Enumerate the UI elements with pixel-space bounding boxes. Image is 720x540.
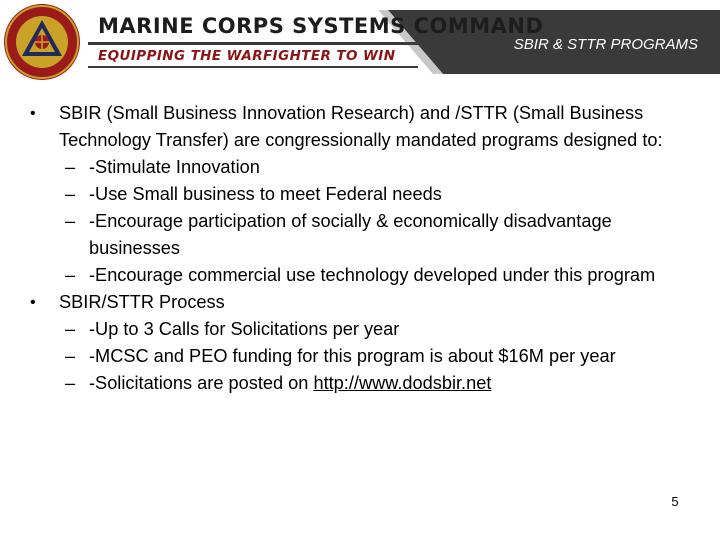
slide-header bbox=[0, 0, 720, 90]
bullet-text: SBIR (Small Business Innovation Research) and /STTR (Small Business Technology Transfer) are congressionally mandated programs designed to: bbox=[59, 103, 663, 150]
sub-bullet-text: -Solicitations are posted on bbox=[89, 373, 314, 393]
sub-bullet-item bbox=[65, 370, 720, 397]
dash-icon: – bbox=[65, 265, 76, 285]
sub-bullet-text: -MCSC and PEO funding for this program is about $16M per year bbox=[89, 346, 616, 366]
bullet-text: SBIR/STTR Process bbox=[59, 292, 225, 312]
sub-bullet-text: -Encourage commercial use technology developed under this program bbox=[89, 265, 656, 285]
dodsbir-link[interactable]: http://www.dodsbir.net bbox=[313, 373, 492, 393]
sub-bullet-text: -Encourage participation of socially & economically disadvantage businesses bbox=[89, 211, 612, 258]
sub-bullet-item bbox=[65, 262, 720, 289]
sub-bullet-text: -Use Small business to meet Federal needs bbox=[89, 184, 442, 204]
bullet-item bbox=[30, 289, 720, 316]
page-number: 5 bbox=[671, 494, 679, 509]
dash-icon: – bbox=[65, 211, 76, 231]
organization-title: MARINE CORPS SYSTEMS COMMAND bbox=[98, 14, 544, 38]
sub-bullet-item bbox=[65, 343, 720, 370]
sub-bullet-text: -Stimulate Innovation bbox=[89, 157, 260, 177]
dash-icon: – bbox=[65, 319, 76, 339]
dash-icon: – bbox=[65, 373, 76, 393]
sub-bullet-item bbox=[65, 154, 720, 181]
sub-bullet-text: -Up to 3 Calls for Solicitations per year bbox=[89, 319, 400, 339]
sub-bullet-item bbox=[65, 181, 720, 208]
dash-icon: – bbox=[65, 157, 76, 177]
sub-bullet-item bbox=[65, 208, 720, 262]
bullet-icon: • bbox=[30, 294, 36, 311]
organization-tagline: EQUIPPING THE WARFIGHTER TO WIN bbox=[98, 48, 396, 64]
marine-corps-seal-icon bbox=[2, 2, 82, 82]
slide-title: SBIR & STTR PROGRAMS bbox=[513, 36, 698, 53]
dash-icon: – bbox=[65, 184, 76, 204]
bullet-icon: • bbox=[30, 105, 36, 122]
sub-bullet-item bbox=[65, 316, 720, 343]
dash-icon: – bbox=[65, 346, 76, 366]
slide-content bbox=[0, 100, 720, 397]
bullet-item bbox=[30, 100, 720, 154]
